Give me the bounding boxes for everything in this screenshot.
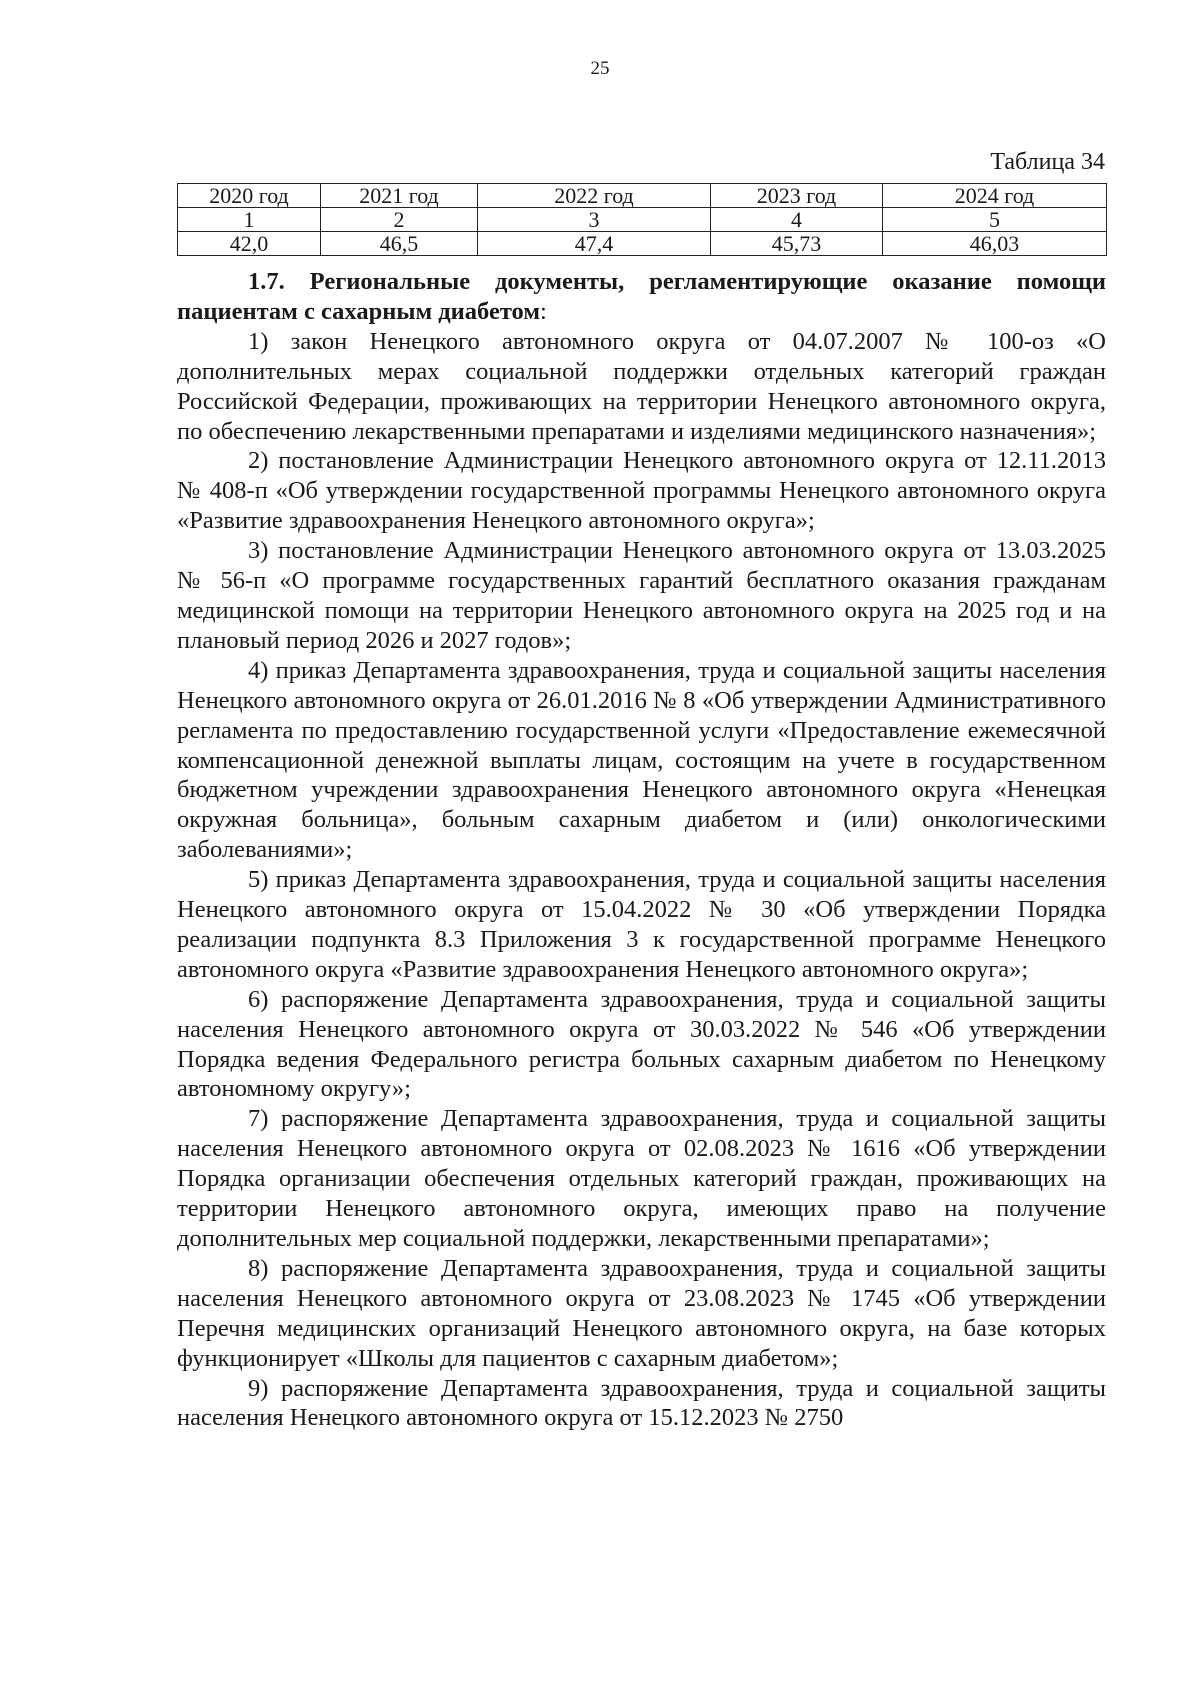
table-caption: Таблица 34 [990, 149, 1105, 175]
table-header-cell: 2023 год [711, 184, 883, 208]
list-item-7: 7) распоряжение Департамента здравоохранения, труда и социальной защиты населения Ненецкого автономного округа от 02.08.2023 № 1616 «Об утверждении Порядка организации обеспечения отдельных категорий граждан, проживающих на территории Ненецкого автономного округа, имеющих право на получение дополнительных мер социальной поддержки, лекарственными препаратами»; [177, 1105, 1106, 1252]
document-body [177, 267, 1106, 1433]
list-item-8: 8) распоряжение Департамента здравоохранения, труда и социальной защиты населения Ненецкого автономного округа от 23.08.2023 № 1745 «Об утверждении Перечня медицинских организаций Ненецкого автономного округа, на базе которых функционирует «Школы для пациентов с сахарным диабетом»; [177, 1254, 1106, 1372]
list-item-3: 3) постановление Администрации Ненецкого автономного округа от 13.03.2025 № 56-п «О программе государственных гарантий бесплатного оказания гражданам медицинской помощи на территории Ненецкого автономного округа на 2025 год и на плановый период 2026 и 2027 годов»; [177, 537, 1106, 654]
list-item-2: 2) постановление Администрации Ненецкого автономного округа от 12.11.2013 № 408-п «Об утверждении государственной программы Ненецкого автономного округа «Развитие здравоохранения Ненецкого автономного округа»; [177, 447, 1106, 535]
table-cell: 45,73 [711, 232, 883, 256]
table-cell: 42,0 [178, 232, 321, 256]
indicator-table [177, 183, 1107, 256]
table-cell: 47,4 [478, 232, 711, 256]
table-cell: 46,03 [883, 232, 1107, 256]
table-cell: 4 [711, 208, 883, 232]
section-heading-paragraph [177, 267, 1106, 327]
table-header-cell: 2024 год [883, 184, 1107, 208]
page-number: 25 [590, 58, 610, 79]
list-item-5: 5) приказ Департамента здравоохранения, труда и социальной защиты населения Ненецкого автономного округа от 15.04.2022 № 30 «Об утверждении Порядка реализации подпункта 8.3 Приложения 3 к государственной программе Ненецкого автономного округа «Развитие здравоохранения Ненецкого автономного округа»; [177, 866, 1106, 983]
table-header-row [178, 184, 1107, 208]
table-cell: 1 [178, 208, 321, 232]
list-item-9: 9) распоряжение Департамента здравоохранения, труда и социальной защиты населения Ненецкого автономного округа от 15.12.2023 № 2750 [177, 1374, 1106, 1432]
table-header-cell: 2020 год [178, 184, 321, 208]
list-item-4: 4) приказ Департамента здравоохранения, труда и социальной защиты населения Ненецкого автономного округа от 26.01.2016 № 8 «Об утверждении Административного регламента по предоставлению государственной услуги «Предоставление ежемесячной компенсационной денежной выплаты лицам, состоящим на учете в государственном бюджетном учреждении здравоохранения Ненецкого автономного округа «Ненецкая окружная больница», больным сахарным диабетом и (или) онкологическими заболеваниями»; [177, 656, 1106, 864]
table-row [178, 208, 1107, 232]
table-row [178, 232, 1107, 256]
table-header-cell: 2021 год [321, 184, 478, 208]
list-item-1: 1) закон Ненецкого автономного округа от 04.07.2007 № 100-оз «О дополнительных мерах социальной поддержки отдельных категорий граждан Российской Федерации, проживающих на территории Ненецкого автономного округа, по обеспечению лекарственными препаратами и изделиями медицинского назначения»; [177, 327, 1106, 445]
section-heading-suffix: : [540, 297, 547, 325]
list-item-6: 6) распоряжение Департамента здравоохранения, труда и социальной защиты населения Ненецкого автономного округа от 30.03.2022 № 546 «Об утверждении Порядка ведения Федерального регистра больных сахарным диабетом по Ненецкому автономному округу»; [177, 985, 1106, 1103]
table-cell: 5 [883, 208, 1107, 232]
section-heading: 1.7. Региональные документы, регламентирующие оказание помощи пациентам с сахарным диабетом [177, 268, 1106, 325]
table-cell: 3 [478, 208, 711, 232]
table-cell: 46,5 [321, 232, 478, 256]
table-cell: 2 [321, 208, 478, 232]
table-header-cell: 2022 год [478, 184, 711, 208]
